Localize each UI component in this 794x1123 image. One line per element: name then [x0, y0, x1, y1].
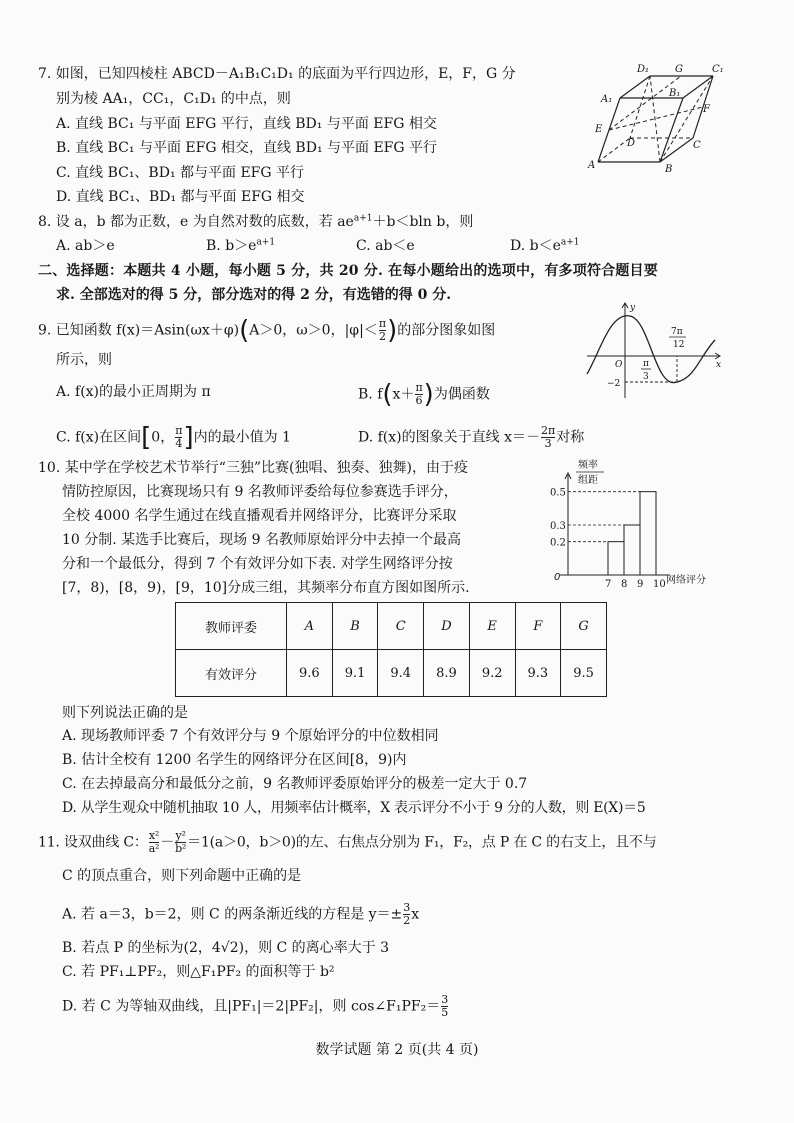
hist-ylabel-top: 频率 [578, 460, 598, 471]
hist-bar [624, 525, 640, 575]
svg-text:−2: −2 [607, 379, 621, 389]
hist-xtick-label: 8 [621, 579, 628, 590]
q9-option-a: A. f(x)的最小正周期为 π [56, 384, 211, 400]
q7-option-b: B. 直线 BC₁ 与平面 EFG 相交，直线 BD₁ 与平面 EFG 平行 [56, 140, 438, 156]
hist-bar [608, 542, 624, 575]
svg-text:3: 3 [643, 372, 649, 382]
table-cell: 9.4 [378, 650, 424, 697]
q9-option-c: C. f(x)在区间[0， $\frac{\pi}{4}$ ]内的最小值为 1 [56, 422, 291, 453]
q11-option-a: A. 若 a＝3，b＝2，则 C 的两条渐近线的方程是 y＝± $\frac{3}{2}$ x [62, 901, 420, 927]
q10-prompt: 则下列说法正确的是 [62, 705, 188, 721]
table-cell: F [515, 603, 561, 650]
q11-option-d: D. 若 C 为等轴双曲线，且|PF₁|＝2|PF₂|，则 cos∠F₁PF₂＝ $\frac{3}{5}$ [62, 993, 449, 1019]
q11-stem-line2: C 的顶点重合，则下列命题中正确的是 [62, 868, 302, 884]
q9-option-d: D. f(x)的图象关于直线 x＝－ $\frac{2\pi}{3}$ 对称 [358, 424, 585, 450]
table-row [176, 650, 607, 697]
table-cell: 9.6 [287, 650, 333, 697]
svg-text:A: A [588, 160, 596, 171]
q10-line2: 情防控原因，比赛现场只有 9 名教师评委给每位参赛选手评分， [62, 484, 458, 500]
q10-score-table [175, 602, 607, 697]
q10-option-a: A. 现场教师评委 7 个有效评分与 9 个原始评分的中位数相同 [62, 728, 439, 744]
table-cell: B [332, 603, 378, 650]
q10-option-c: C. 在去掉最高分和最低分之前，9 名教师评委原始评分的极差一定大于 0.7 [62, 776, 528, 792]
table-cell: 8.9 [424, 650, 470, 697]
q8-option-a: A. ab＞e [56, 238, 115, 254]
hist-bar [640, 492, 656, 575]
svg-text:π: π [643, 359, 649, 369]
svg-text:y: y [630, 303, 636, 313]
q7-option-c: C. 直线 BC₁、BD₁ 都与平面 EFG 平行 [56, 165, 305, 181]
q8-stem: 8. 设 a，b 都为正数，e 为自然对数的底数，若 $ae^{a+1}+b<bln$ b，则 [38, 213, 474, 230]
hist-ytick-label: 0.3 [550, 521, 566, 532]
table-cell: 9.5 [561, 650, 607, 697]
q10-line6: [7，8)，[8，9)，[9，10]分成三组，其频率分布直方图如图所示. [62, 580, 470, 596]
q9-stem-line2: 所示，则 [56, 352, 112, 368]
svg-text:12: 12 [673, 340, 685, 350]
page-footer: 数学试题 第 2 页(共 4 页) [315, 1042, 479, 1058]
table-cell: 教师评委 [176, 603, 287, 650]
section2-heading-line1: 二、选择题：本题共 4 小题，每小题 5 分，共 20 分. 在每小题给出的选项中，有多项符合题目要 [38, 263, 658, 279]
q8-option-d: D. $b<e^{a+1}$ [510, 237, 580, 254]
hist-xtick-label: 7 [605, 579, 612, 590]
hist-ytick-label: 0.2 [550, 537, 566, 549]
hist-ylabel-bottom: 组距 [578, 475, 598, 486]
q7-option-d: D. 直线 BC₁、BD₁ 都与平面 EFG 相交 [56, 189, 305, 205]
svg-text:7π: 7π [671, 327, 683, 337]
q9-option-b: B. f(x＋ $\frac{\pi}{6}$ )为偶函数 [358, 379, 490, 410]
section2-heading-line2: 求. 全部选对的得 5 分，部分选对的得 2 分，有选错的得 0 分. [56, 287, 452, 303]
q11-option-c: C. 若 PF₁⊥PF₂，则△F₁PF₂ 的面积等于 b² [62, 964, 335, 980]
q9-sine-graph [585, 300, 725, 400]
svg-text:C: C [693, 140, 701, 151]
q7-option-a: A. 直线 BC₁ 与平面 EFG 平行，直线 BD₁ 与平面 EFG 相交 [56, 116, 437, 132]
svg-text:F: F [703, 104, 710, 115]
hist-origin: 0 [554, 572, 561, 583]
q7-prism-figure [585, 60, 725, 175]
q8-option-b: B. $b>e^{a+1}$ [206, 237, 276, 254]
hist-xtick-label: 10 [653, 579, 666, 590]
table-row [176, 603, 607, 650]
svg-text:B: B [665, 164, 673, 175]
svg-text:A₁: A₁ [601, 94, 613, 105]
q10-option-d: D. 从学生观众中随机抽取 10 人，用频率估计概率，X 表示评分不小于 9 分的人数，则 E(X)＝5 [62, 800, 646, 816]
svg-text:O: O [615, 360, 623, 370]
table-cell: A [287, 603, 333, 650]
q9-stem: 9. 已知函数 f(x)＝Asin(ωx＋φ)(A＞0，ω＞0，|φ|＜ $\frac{\pi}{2}$ )的部分图象如图 [38, 315, 496, 346]
table-cell: G [561, 603, 607, 650]
svg-text:G: G [675, 64, 683, 75]
table-cell: D [424, 603, 470, 650]
svg-text:D: D [627, 138, 636, 149]
q10-line4: 10 分制. 某选手比赛后，现场 9 名教师原始评分中去掉一个最高 [62, 532, 461, 548]
q11-stem: 11. 设双曲线 C： $\frac{\text{x²}}{\text{a²}}$ － $\frac{\text{y²}}{\text{b²}}$ ＝1(a＞0，b＞0)的左、右焦点分别为 F₁，F₂，点 P 在 C 的右支上，且不与 [38, 829, 657, 855]
table-cell: C [378, 603, 424, 650]
table-cell: E [469, 603, 515, 650]
hist-xlabel: 网络评分 [666, 575, 706, 586]
q7-stem-line1: 7. 如图，已知四棱柱 ABCD－A₁B₁C₁D₁ 的底面为平行四边形，E，F，G 分 [38, 66, 516, 82]
q10-line1: 10. 某中学在学校艺术节举行“三独”比赛(独唱、独奏、独舞)，由于疫 [38, 460, 468, 476]
svg-text:D₁: D₁ [637, 64, 650, 75]
table-cell: 9.1 [332, 650, 378, 697]
table-cell: 有效评分 [176, 650, 287, 697]
table-cell: 9.3 [515, 650, 561, 697]
hist-ytick-label: 0.5 [550, 487, 566, 499]
q10-histogram [550, 455, 725, 590]
q8-option-c: C. ab＜e [356, 238, 415, 254]
svg-text:E: E [595, 124, 603, 135]
svg-text:B₁: B₁ [669, 88, 681, 99]
table-cell: 9.2 [469, 650, 515, 697]
hist-xtick-label: 9 [637, 579, 644, 590]
svg-text:x: x [716, 360, 722, 370]
q10-option-b: B. 估计全校有 1200 名学生的网络评分在区间[8，9)内 [62, 752, 407, 768]
q10-line3: 全校 4000 名学生通过在线直播观看并网络评分，比赛评分采取 [62, 508, 457, 524]
svg-text:C₁: C₁ [712, 64, 724, 75]
q10-line5: 分和一个最低分，得到 7 个有效评分如下表. 对学生网络评分按 [62, 556, 453, 572]
q7-stem-line2: 别为棱 AA₁，CC₁，C₁D₁ 的中点，则 [56, 91, 291, 107]
q11-option-b: B. 若点 P 的坐标为(2，4√2)，则 C 的离心率大于 3 [62, 940, 390, 956]
